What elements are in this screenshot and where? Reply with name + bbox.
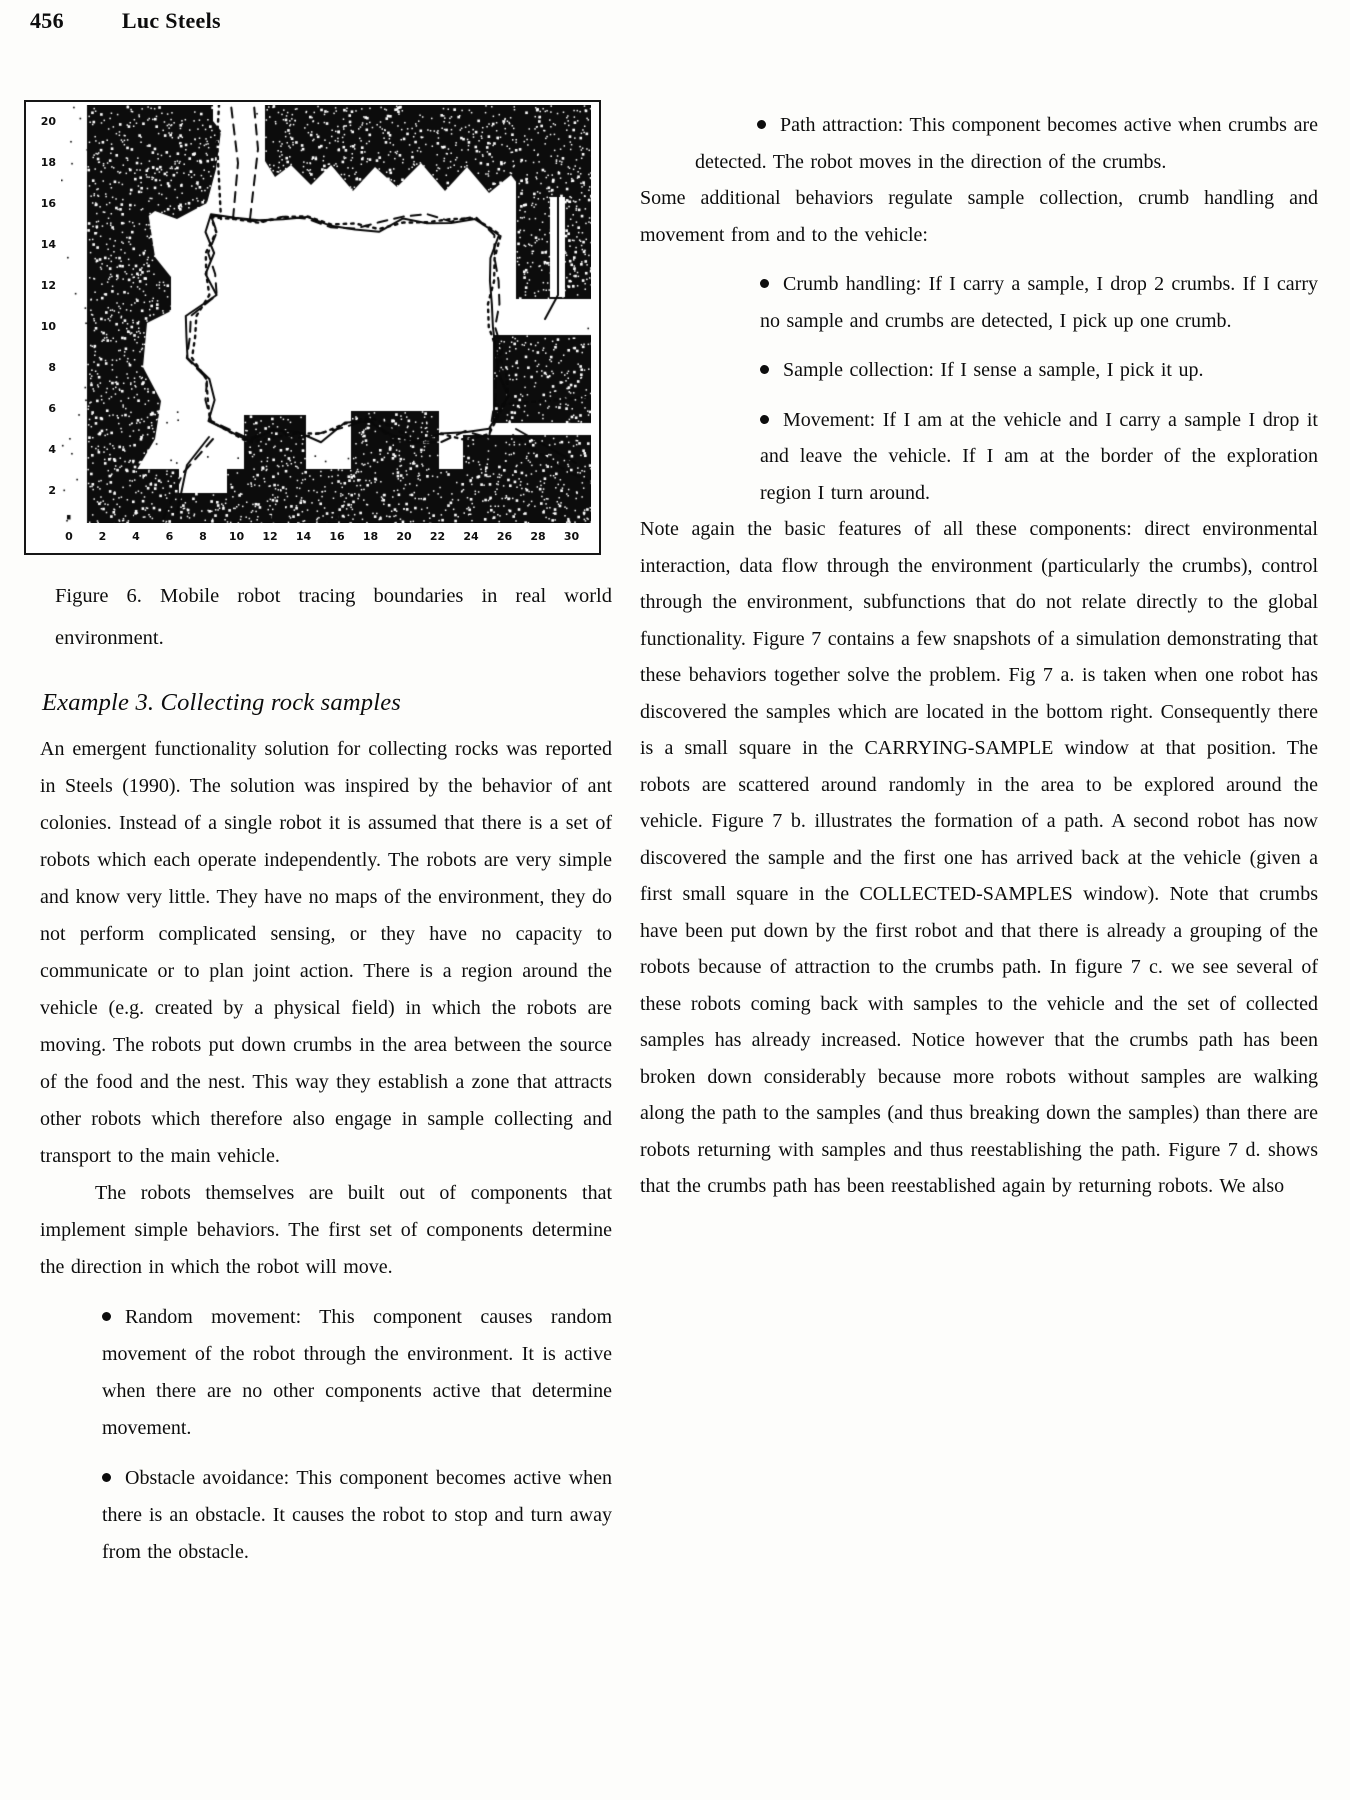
x-tick-label: 14	[295, 530, 312, 543]
y-tick-label: 18	[40, 156, 56, 169]
x-tick-label: 0	[65, 530, 73, 543]
figure-caption: Figure 6. Mobile robot tracing boundaries in real world environment.	[55, 585, 612, 649]
list-item-obstacle-avoidance	[102, 1460, 612, 1571]
y-tick-label: 16	[40, 197, 56, 210]
y-tick-label: 20	[40, 115, 56, 128]
list-item-random-movement	[102, 1299, 612, 1447]
x-tick-label: 16	[329, 530, 345, 543]
paragraph: Some additional behaviors regulate sample collection, crumb handling and movement from and to the vehicle:	[640, 187, 1318, 246]
figure-body	[29, 105, 591, 551]
x-tick-label: 30	[563, 530, 580, 543]
y-tick-label: 14	[40, 238, 56, 251]
section-heading: Example 3. Collecting rock samples	[42, 689, 402, 716]
x-tick-label: 8	[199, 530, 207, 543]
y-tick-label: 8	[48, 361, 56, 374]
list-item-text: Sample collection: If I sense a sample, I pick it up.	[783, 359, 1204, 381]
x-tick-label: 26	[496, 530, 513, 543]
list-item-text: Movement: If I am at the vehicle and I carry a sample I drop it and leave the vehicle. If I am at the border of the exploration region I turn around.	[760, 408, 1318, 504]
x-tick-label: 18	[362, 530, 379, 543]
bullet-icon	[760, 415, 769, 424]
y-tick-label: 10	[40, 320, 56, 333]
list-item-text: Random movement: This component causes random movement of the robot through the environment. It is active when there are no other components active that determine movement.	[102, 1306, 612, 1439]
bullet-icon	[102, 1473, 111, 1482]
x-tick-label: 22	[429, 530, 446, 543]
bullet-icon	[760, 365, 769, 374]
list-item-text: Crumb handling: If I carry a sample, I drop 2 crumbs. If I carry no sample and crumbs are detected, I pick up one crumb.	[760, 273, 1318, 332]
list-item-movement	[760, 402, 1318, 512]
y-tick-label: 2	[48, 484, 56, 497]
x-tick-label: 12	[262, 530, 278, 543]
running-author: Luc Steels	[121, 8, 221, 33]
list-item-path-attraction	[695, 107, 1318, 180]
left-column	[40, 100, 612, 1571]
bullet-icon	[757, 120, 766, 129]
figure-y-axis	[29, 105, 61, 523]
x-tick-label: 10	[228, 530, 245, 543]
page-header	[30, 8, 221, 34]
page-number: 456	[30, 8, 64, 33]
x-tick-label: 20	[396, 530, 412, 543]
x-tick-label: 4	[132, 530, 140, 543]
figure-bitmap	[61, 105, 591, 523]
list-item-text: Obstacle avoidance: This component becomes active when there is an obstacle. It causes the robot to stop and turn away from the obstacle.	[102, 1467, 612, 1563]
paragraph: Note again the basic features of all these components: direct environmental interaction, data flow through the environment (particularly the crumbs), control through the environment, subfunctions that do not relate directly to the global functionality. Figure 7 contains a few snapshots of a simulation demonstrating that these behaviors together solve the problem. Fig 7 a. is taken when one robot has discovered the samples which are located in the bottom right. Consequently there is a small square in the CARRYING-SAMPLE window at that position. The robots are scattered around randomly in the area to be explored around the vehicle. Figure 7 b. illustrates the formation of a path. A second robot has now discovered the sample and the first one has arrived back at the vehicle (given a first small square in the COLLECTED-SAMPLES window). Note that crumbs have been put down by the first robot and that there is already a grouping of the robots because of attraction to the crumbs path. In figure 7 c. we see several of these robots coming back with samples to the vehicle and the set of collected samples has already increased. Notice however that the crumbs path has been broken down considerably because more robots without samples are walking along the path to the samples (and thus breaking down the samples) than there are robots returning with samples and thus reestablishing the path. Figure 7 d. shows that the crumbs path has been reestablished again by returning robots. We also	[640, 518, 1318, 1197]
x-tick-label: 6	[165, 530, 174, 543]
figure-6	[24, 100, 601, 555]
list-item-sample-collection	[760, 352, 1318, 389]
x-tick-label: 2	[98, 530, 107, 543]
bullet-icon	[760, 279, 769, 288]
y-tick-label: 6	[48, 402, 56, 415]
list-item-text: Path attraction: This component becomes active when crumbs are detected. The robot moves in the direction of the crumbs.	[695, 114, 1318, 173]
y-tick-label: 4	[48, 443, 56, 456]
paragraph: The robots themselves are built out of components that implement simple behaviors. The first set of components determine the direction in which the robot will move.	[40, 1182, 612, 1278]
right-column	[640, 94, 1318, 1205]
x-tick-label: 28	[530, 530, 546, 543]
x-tick-label: 24	[463, 530, 479, 543]
y-tick-label: 12	[40, 279, 56, 292]
list-item-crumb-handling	[760, 266, 1318, 339]
figure-x-axis	[61, 523, 591, 551]
bullet-icon	[102, 1312, 111, 1321]
paragraph: An emergent functionality solution for collecting rocks was reported in Steels (1990). The solution was inspired by the behavior of ant colonies. Instead of a single robot it is assumed that there is a set of robots which each operate independently. The robots are very simple and know very little. They have no maps of the environment, they do not perform complicated sensing, or they have no capacity to communicate or to plan joint action. There is a region around the vehicle (e.g. created by a physical field) in which the robots are moving. The robots put down crumbs in the area between the source of the food and the nest. This way they establish a zone that attracts other robots which therefore also engage in sample collecting and transport to the main vehicle.	[40, 738, 612, 1167]
